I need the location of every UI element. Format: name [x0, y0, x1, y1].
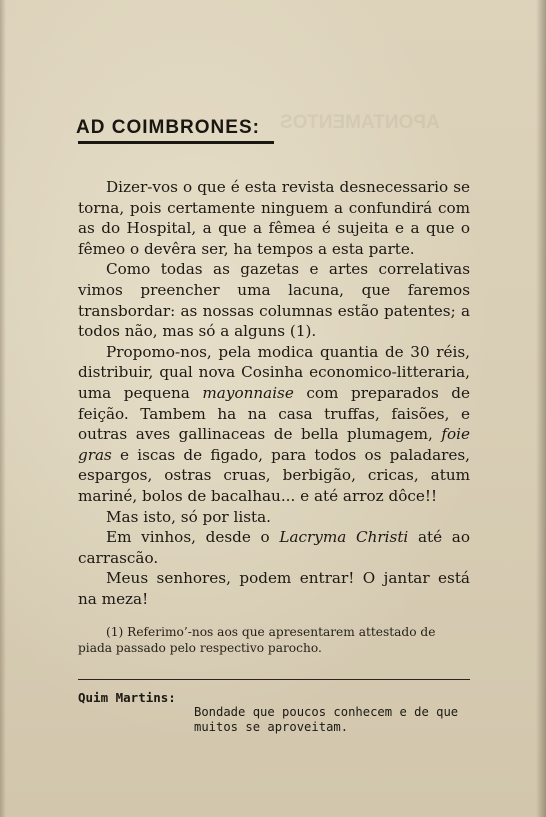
signature-quote: Bondade que poucos conhecem e de que muitos se aproveitam.: [194, 705, 459, 734]
show-through-line: [300, 150, 303, 164]
paragraph-5-text-a: Em vinhos, desde o: [106, 528, 280, 547]
paragraph-3-text-b: com preparados de feição. Tambem ha na casa truffas, faisões, e outras aves gallinaceas de bella plumagem,: [78, 383, 471, 444]
paragraph-3-italic-a: mayonnaise: [202, 383, 294, 402]
paragraph-2: Como todas as gazetas e artes correlativas vimos preencher uma lacuna, que faremos transbordar: as nossas columnas estão patentes; a todos não, mas só a alguns (1).: [78, 260, 470, 341]
paragraph-5-italic-a: Lacryma Christi: [279, 528, 409, 547]
paragraph-5: [78, 527, 470, 568]
paragraph-6: Meus senhores, podem entrar! O jantar está na meza!: [78, 569, 470, 608]
page-edge-shadow-right: [536, 0, 546, 817]
paragraph-3-italic-b: foie gras: [78, 425, 470, 464]
page-edge-shadow-left: [0, 0, 6, 817]
signature-name: Quim Martins:: [78, 690, 176, 705]
paragraph-3: [78, 342, 470, 507]
footer-divider: [78, 679, 470, 680]
article-title: AD COIMBRONES:: [76, 117, 260, 138]
paragraph-5-text-b: até ao carrascão.: [78, 528, 471, 567]
show-through-heading: APONTAMENTOS: [280, 112, 440, 133]
title-underline: [78, 141, 274, 144]
paragraph-3-text-c: e iscas de figado, para todos os paladares, espargos, ostras cruas, berbigão, cricas, atum mariné, bolos de bacalhau... e até arroz dôce!!: [78, 445, 470, 505]
paragraph-1: Dizer-vos o que é esta revista desnecessario se torna, pois certamente ninguem a confundirá com as do Hospital, a que a fêmea é sujeita e a que o fêmeo o devêra ser, ha tempos a esta parte.: [78, 178, 470, 258]
paragraph-3-text-a: Propomo-nos, pela modica quantia de 30 réis, distribuir, qual nova Cosinha economico-litteraria, uma pequena: [78, 342, 470, 402]
footnote: (1) Referimo’-nos aos que apresentarem attestado de piada passado pelo respectivo parocho.: [78, 625, 436, 655]
article-body: [78, 177, 470, 609]
paragraph-4: Mas isto, só por lista.: [106, 507, 271, 526]
